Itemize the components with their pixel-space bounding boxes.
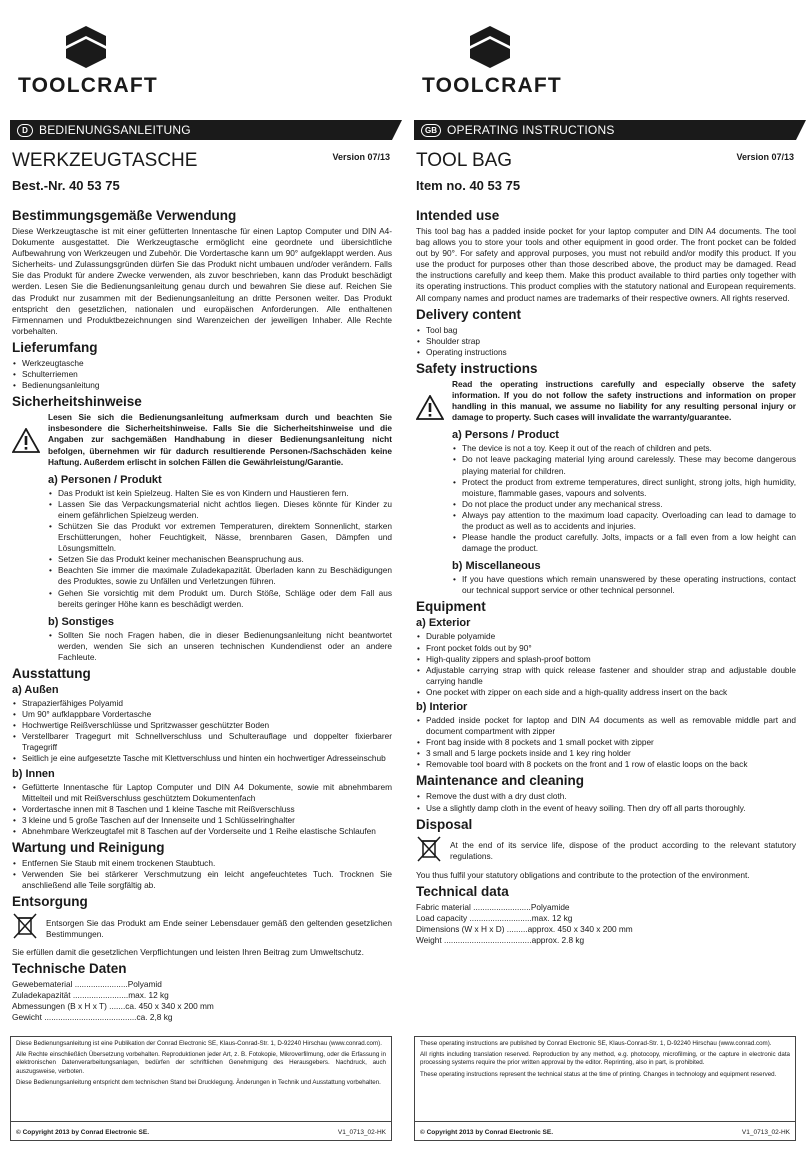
safety-intro: Lesen Sie sich die Bedienungsanleitung aufmerksam durch und beachten Sie insbesondere die Sicherheitshinweise. Falls Sie die Sicherheitshinweise und die Angaben zur sachgemäßen Handhabung in dieser Bedienungsanleitung nicht befolgen, übernehmen wir für dadurch resultierende Personen-/Sachschäden keine Haftung. Außerdem erlischt in solchen Fällen die Gewährleistung/Garantie. (48, 412, 392, 467)
imprint-text: These operating instructions are published by Conrad Electronic SE, Klaus-Conrad-Str. 1, D-92240 Hirschau (www.conrad.com). (420, 1040, 772, 1047)
toolcraft-logo-icon (462, 24, 518, 70)
document-code: V1_0713_02-HK (741, 1129, 790, 1136)
equipment-exterior-list (416, 631, 796, 698)
tech-value: Polyamide (530, 901, 570, 912)
disposal-text-2: Sie erfüllen damit die gesetzlichen Verpflichtungen und leisten Ihren Beitrag zum Umweltschutz. (12, 947, 364, 958)
list-item: • Tool bag (416, 325, 796, 336)
section-heading: Wartung und Reinigung (12, 840, 165, 856)
imprint-text: These operating instructions represent the technical status at the time of printing. Changes in technology and equipment reserved. (420, 1070, 777, 1078)
imprint-box (414, 1036, 796, 1141)
list-item: • Do not place the product under any mechanical stress. (452, 499, 796, 510)
list-item: • Lassen Sie das Verpackungsmaterial nicht achtlos liegen. Dieses könnte für Kinder zu einem gefährlichen Spielzeug werden. (48, 499, 392, 521)
list-item: • Um 90° aufklappbare Vordertasche (12, 709, 392, 720)
list-item: • Bedienungsanleitung (12, 380, 392, 391)
safety-warning (416, 379, 796, 597)
imprint-text: Diese Bedienungsanleitung entspricht dem technischen Stand bei Drucklegung. Änderungen in Technik und Ausstattung vorbehalten. (16, 1078, 381, 1086)
version-label: Version 07/13 (736, 152, 794, 162)
list-item: • Gefütterte Innentasche für Laptop Computer und DIN A4 Dokumente, sowie mit abnehmbarem Mittelteil und mit Reißverschluss geschütztem Dokumentenfach (12, 782, 392, 804)
tech-row (12, 990, 392, 1001)
tech-row (12, 979, 392, 990)
list-item: • Sollten Sie noch Fragen haben, die in dieser Bedienungsanleitung nicht beantwortet werden, wenden Sie sich an unseren technischen Kundendienst oder an andere Fachleute. (48, 630, 392, 663)
tech-value: max. 12 kg (531, 912, 573, 923)
list-item: • Protect the product from extreme temperatures, direct sunlight, strong jolts, high humidity, moisture, flammable gases, vapours and solvents. (452, 477, 796, 499)
tech-row (12, 1012, 392, 1023)
tech-value: Polyamid (127, 979, 162, 990)
tech-key: Dimensions (W x H x D) ......... (416, 923, 528, 934)
list-item: • Durable polyamide (416, 631, 796, 642)
list-item: • Gehen Sie vorsichtig mit dem Produkt um. Durch Stöße, Schläge oder dem Fall aus bereits geringer Höhe kann es beschädigt werden. (48, 588, 392, 610)
list-item: • 3 kleine und 5 große Taschen auf der Innenseite und 1 Schlüsselringhalter (12, 815, 392, 826)
subsection-heading: a) Außen (12, 684, 59, 696)
list-item: • 3 small and 5 large pockets inside and 1 key ring holder (416, 748, 796, 759)
list-item: • Setzen Sie das Produkt keiner mechanischen Beanspruchung aus. (48, 554, 392, 565)
tech-key: Gewebematerial ....................... (12, 979, 128, 990)
version-label: Version 07/13 (332, 152, 390, 162)
list-item: • Use a slightly damp cloth in the event of heavy soiling. Then dry off all parts thoroughly. (416, 803, 796, 814)
list-item: • Seitlich je eine aufgesetzte Tasche mit Klettverschluss und hinten ein hochwertiger Adresseinschub (12, 753, 392, 764)
tech-row (416, 902, 796, 913)
list-item: • Vordertasche innen mit 8 Taschen und 1 kleine Tasche mit Reißverschluss (12, 804, 392, 815)
list-item: • Schulterriemen (12, 369, 392, 380)
item-number: Best.-Nr. 40 53 75 (12, 178, 120, 193)
intended-use-text: Diese Werkzeugtasche ist mit einer gefütterten Innentasche für einen Laptop Computer und DIN A4-Dokumente ausgestattet. Die Werkzeugtasche ermöglicht eine geordnete und übersichtliche Aufbewahrung von Werkzeugen und Zubehör. Die Vordertasche kann um 90° aufgeklappt werden. Aus Sicherheits- und Zulassungsgründen dürfen Sie das Produkt nicht umbauen und/oder verändern. Falls Sie das Produkt für andere Zwecke verwenden, als zuvor beschrieben, kann das Produkt beschädigt werden. Lesen Sie die Bedienungsanleitung genau durch und bewahren Sie diese auf. Reichen Sie das Produkt nur zusammen mit der Bedienungsanleitung an dritte Personen weiter. Das Produkt entspricht den gesetzlichen, nationalen und europäischen Anforderungen. Alle enthaltenen Firmennamen und Produktbezeichnungen sind Warenzeichen der jeweiligen Inhaber. Alle Rechte vorbehalten. (12, 226, 392, 336)
list-item: • Adjustable carrying strap with quick release fastener and shoulder strap and adjustable double carrying handle (416, 665, 796, 687)
list-item: • Do not leave packaging material lying around carelessly. These may become dangerous playing material for children. (452, 454, 796, 476)
tech-value: max. 12 kg (128, 990, 169, 1001)
language-band (414, 120, 796, 140)
list-item: • The device is not a toy. Keep it out of the reach of children and pets. (452, 443, 796, 454)
disposal-block (12, 912, 392, 945)
imprint-text: Alle Rechte einschließlich Übersetzung vorbehalten. Reproduktionen jeder Art, z. B. Fotokopie, Mikroverfilmung, oder die Erfassung in elektronischen Datenverarbeitungsanlagen, bedürfen der schriftlichen Genehmigung des Herausgebers. Nachdruck, auch auszugsweise, verboten. (16, 1051, 386, 1075)
tech-key: Zuladekapazität ........................ (12, 990, 129, 1001)
crossed-bin-icon (416, 835, 444, 868)
list-item: • Remove the dust with a dry dust cloth. (416, 791, 796, 802)
intended-use-text: This tool bag has a padded inside pocket for your laptop computer and DIN A4 documents. The tool bag allows you to store your tools and other equipment in good order. The front pocket can be folded out by 90°. For safety and approval purposes, you must not rebuild and/or modify this product. If you use the product for purposes other than those described above, the product may be damaged. Read the instructions carefully and keep them. Make this product available to third parties only together with its operating instructions. This product complies with the statutory national and European requirements. All company names and product names are trademarks of their respective owners. All rights reserved. (416, 226, 796, 303)
misc-list (48, 630, 392, 663)
safety-warning (12, 412, 392, 663)
section-heading: Ausstattung (12, 666, 91, 681)
delivery-list (12, 358, 392, 391)
section-heading: Technical data (416, 883, 509, 899)
section-heading: Entsorgung (12, 894, 88, 910)
tech-key: Abmessungen (B x H x T) ....... (12, 1001, 126, 1012)
section-heading: Lieferumfang (12, 339, 98, 355)
misc-list (452, 574, 796, 596)
product-title: TOOL BAG (416, 150, 513, 171)
list-item: • Schützen Sie das Produkt vor extremen Temperaturen, direktem Sonnenlicht, starken Erschütterungen, hoher Feuchtigkeit, Nässe, brennbaren Gasen, Dämpfen und Lösungsmitteln. (48, 521, 392, 554)
german-column (10, 0, 402, 1156)
list-item: • Verwenden Sie bei stärkerer Verschmutzung ein leicht angefeuchtetes Tuch. Trocknen Sie anschließend alle Teile sorgfältig ab. (12, 869, 392, 891)
list-item: • High-quality zippers and splash-proof bottom (416, 654, 796, 665)
maintenance-list (416, 791, 796, 813)
section-heading: Sicherheitshinweise (12, 394, 142, 410)
section-heading: Equipment (416, 599, 486, 615)
item-number: Item no. 40 53 75 (416, 178, 521, 193)
delivery-list (416, 325, 796, 358)
imprint-text: All rights including translation reserved. Reproduction by any method, e.g. photocopy, microfilming, or the capture in electronic data processing systems require the prior written approval by the editor. Reprinting, also in part, is prohibited. (420, 1051, 790, 1067)
tech-row (416, 935, 796, 946)
list-item: • Operating instructions (416, 347, 796, 358)
list-item: • Verstellbarer Tragegurt mit Schnellverschluss und Schulterauflage und doppelter fixierbarer Tragegriff (12, 731, 392, 753)
tech-value: ca. 2,8 kg (136, 1012, 173, 1023)
subsection-heading: b) Innen (12, 767, 55, 780)
list-item: • Padded inside pocket for laptop and DIN A4 documents as well as removable middle part and document compartment with zipper (416, 715, 796, 737)
list-item: • Werkzeugtasche (12, 358, 392, 369)
section-heading: Disposal (416, 816, 473, 832)
section-heading: Safety instructions (416, 360, 538, 376)
language-code: D (17, 124, 33, 137)
list-item: • Front pocket folds out by 90° (416, 643, 796, 654)
list-item: • One pocket with zipper on each side and a high-quality address insert on the back (416, 687, 796, 698)
subsection-heading: a) Exterior (416, 617, 471, 630)
list-item: • Removable tool board with 8 pockets on the front and 1 row of elastic loops on the back (416, 759, 796, 770)
copyright: © Copyright 2013 by Conrad Electronic SE. (16, 1129, 150, 1136)
subsection-heading: a) Persons / Product (452, 429, 559, 442)
list-item: • Hochwertige Reißverschlüsse und Spritzwasser geschützter Boden (12, 720, 392, 731)
document-code: V1_0713_02-HK (337, 1129, 386, 1136)
section-heading: Maintenance and cleaning (416, 773, 585, 789)
toolcraft-logo (10, 18, 190, 103)
equipment-interior-list (416, 715, 796, 770)
section-heading: Bestimmungsgemäße Verwendung (12, 208, 237, 223)
language-band (10, 120, 392, 140)
crossed-bin-icon (12, 912, 40, 945)
english-column (414, 0, 806, 1156)
german-content (12, 205, 392, 1023)
tech-key: Fabric material ......................... (416, 901, 531, 912)
copyright: © Copyright 2013 by Conrad Electronic SE. (420, 1129, 554, 1136)
list-item: • Beachten Sie immer die maximale Zuladekapazität. Überladen kann zu Beschädigungen des Produktes, sowie zu Unfällen und Verletzungen führen. (48, 565, 392, 587)
disposal-text-2: You thus fulfil your statutory obligations and contribute to the protection of the environment. (416, 869, 750, 880)
brand-name: TOOLCRAFT (18, 74, 158, 97)
safety-intro: Read the operating instructions carefully and especially observe the safety information. If you do not follow the safety instructions and information on proper handling in this manual, we assume no liability for any resulting personal injury or damage to property. Such cases will invalidate the warranty/guarantee. (452, 378, 796, 423)
imprint-text: Diese Bedienungsanleitung ist eine Publikation der Conrad Electronic SE, Klaus-Conrad-Str. 1, D-92240 Hirschau (www.conrad.com). (16, 1040, 382, 1047)
tech-row (416, 924, 796, 935)
tech-row (12, 1001, 392, 1012)
tech-key: Weight ...................................... (416, 934, 532, 945)
list-item: • Please handle the product carefully. Jolts, impacts or a fall even from a low height can damage the product. (452, 532, 796, 554)
subsection-heading: b) Interior (416, 701, 468, 713)
tech-key: Gewicht ........................................ (12, 1012, 137, 1023)
list-item: • Shoulder strap (416, 336, 796, 347)
subsection-heading: b) Sonstiges (48, 615, 115, 628)
disposal-text: Entsorgen Sie das Produkt am Ende seiner Lebensdauer gemäß den geltenden gesetzlichen Bestimmungen. (46, 917, 392, 939)
safety-list (452, 443, 796, 554)
disposal-block (416, 835, 796, 868)
equipment-interior-list (12, 782, 392, 837)
tech-row (416, 913, 796, 924)
section-heading: Delivery content (416, 306, 522, 322)
band-title: OPERATING INSTRUCTIONS (447, 123, 615, 137)
language-code: GB (421, 124, 441, 137)
list-item: • Always pay attention to the maximum load capacity. Overloading can lead to damage to the product as well as to accidents and injuries. (452, 510, 796, 532)
equipment-exterior-list (12, 698, 392, 765)
list-item: • Das Produkt ist kein Spielzeug. Halten Sie es von Kindern und Haustieren fern. (48, 488, 392, 499)
warning-triangle-icon (12, 412, 40, 663)
imprint-box (10, 1036, 392, 1141)
tech-value: approx. 2.8 kg (531, 934, 585, 945)
warning-triangle-icon (416, 379, 444, 597)
tech-value: ca. 450 x 340 x 200 mm (125, 1001, 214, 1012)
tech-key: Load capacity ........................... (416, 912, 532, 923)
disposal-text: At the end of its service life, dispose of the product according to the relevant statutory regulations. (450, 840, 796, 862)
safety-list (48, 488, 392, 610)
maintenance-list (12, 858, 392, 891)
list-item: • Abnehmbare Werkzeugtafel mit 8 Taschen auf der Vorderseite und 1 Reihe elastische Schlaufen (12, 826, 392, 837)
toolcraft-logo (414, 18, 594, 103)
toolcraft-logo-icon (58, 24, 114, 70)
english-content (416, 205, 796, 946)
tech-value: approx. 450 x 340 x 200 mm (527, 923, 633, 934)
section-heading: Intended use (416, 208, 500, 223)
section-heading: Technische Daten (12, 961, 127, 977)
subsection-heading: a) Personen / Produkt (48, 473, 162, 486)
band-title: BEDIENUNGSANLEITUNG (39, 123, 191, 137)
list-item: • Front bag inside with 8 pockets and 1 small pocket with zipper (416, 737, 796, 748)
subsection-heading: b) Miscellaneous (452, 560, 541, 573)
product-title: WERKZEUGTASCHE (12, 150, 198, 171)
list-item: • Strapazierfähiges Polyamid (12, 698, 392, 709)
list-item: • Entfernen Sie Staub mit einem trockenen Staubtuch. (12, 858, 392, 869)
brand-name: TOOLCRAFT (422, 74, 562, 97)
list-item: • If you have questions which remain unanswered by these operating instructions, contact our technical support service or other technical personnel. (452, 574, 796, 596)
